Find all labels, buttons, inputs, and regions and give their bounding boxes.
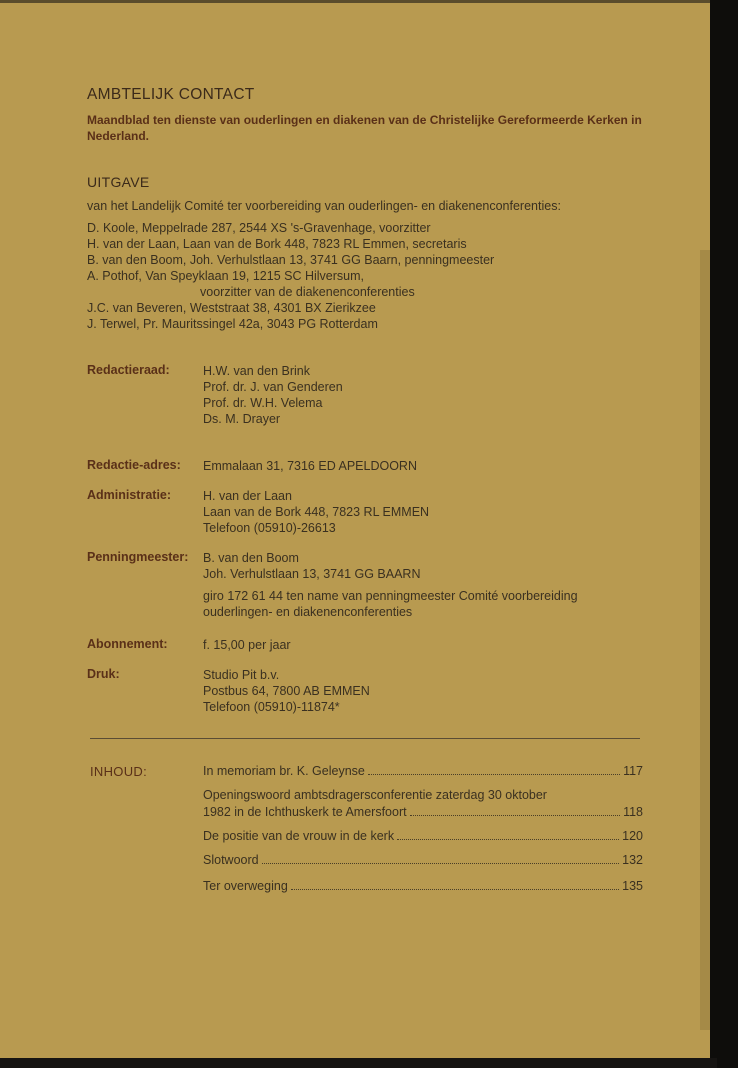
divider <box>90 738 640 739</box>
druk-line: Studio Pit b.v. <box>203 668 280 682</box>
member-line: A. Pothof, Van Speyklaan 19, 1215 SC Hilversum, <box>87 269 365 283</box>
publication-subtitle: Maandblad ten dienste van ouderlingen en diakenen van de Christelijke Gereformeerde Kerken in Nederland. <box>87 113 642 143</box>
binding-shadow <box>710 0 738 1068</box>
administratie-line: Telefoon (05910)-26613 <box>203 521 336 535</box>
redactieraad-line: H.W. van den Brink <box>203 364 310 378</box>
binding-strip <box>700 250 710 1030</box>
administratie-line: H. van der Laan <box>203 489 292 503</box>
druk-label: Druk: <box>87 667 120 681</box>
druk-line: Postbus 64, 7800 AB EMMEN <box>203 684 370 698</box>
toc-entry <box>203 828 643 845</box>
page-bottom-edge <box>0 1058 717 1068</box>
redactieraad-line: Prof. dr. W.H. Velema <box>203 396 323 410</box>
redactieraad-line: Prof. dr. J. van Genderen <box>203 380 343 394</box>
toc-title: De positie van de vrouw in de kerk <box>203 829 395 843</box>
page-top-edge <box>0 0 710 3</box>
uitgave-intro: van het Landelijk Comité ter voorbereiding van ouderlingen- en diakenenconferenties: <box>87 199 561 213</box>
druk-line: Telefoon (05910)-11874* <box>203 700 340 714</box>
toc-title: In memoriam br. K. Geleynse <box>203 764 365 778</box>
toc-page: 118 <box>623 805 643 819</box>
toc-page: 117 <box>623 764 643 778</box>
administratie-label: Administratie: <box>87 488 172 502</box>
toc-title: Ter overweging <box>203 879 288 893</box>
toc-page: 132 <box>622 853 643 867</box>
toc-leader <box>410 815 620 816</box>
publication-title: AMBTELIJK CONTACT <box>87 86 255 103</box>
toc-entry <box>203 878 643 895</box>
toc-leader <box>397 839 619 840</box>
toc-entry <box>203 787 643 821</box>
abonnement-label: Abonnement: <box>87 637 168 651</box>
uitgave-heading: UITGAVE <box>87 174 150 190</box>
abonnement-value: f. 15,00 per jaar <box>203 638 291 652</box>
penningmeester-line: Joh. Verhulstlaan 13, 3741 GG BAARN <box>203 567 421 581</box>
redactie-adres-label: Redactie-adres: <box>87 458 181 472</box>
redactieraad-label: Redactieraad: <box>87 363 170 377</box>
member-line: H. van der Laan, Laan van de Bork 448, 7823 RL Emmen, secretaris <box>87 237 467 251</box>
member-line: D. Koole, Meppelrade 287, 2544 XS 's-Gravenhage, voorzitter <box>87 221 431 235</box>
toc-leader <box>291 889 619 890</box>
toc-leader <box>262 863 620 864</box>
toc-entry <box>203 852 643 869</box>
penningmeester-label: Penningmeester: <box>87 550 189 564</box>
toc-title: 1982 in de Ichthuskerk te Amersfoort <box>203 805 407 819</box>
member-line: J. Terwel, Pr. Mauritssingel 42a, 3043 PG Rotterdam <box>87 317 378 331</box>
redactieraad-line: Ds. M. Drayer <box>203 412 281 426</box>
member-line: B. van den Boom, Joh. Verhulstlaan 13, 3741 GG Baarn, penningmeester <box>87 253 495 267</box>
administratie-line: Laan van de Bork 448, 7823 RL EMMEN <box>203 505 430 519</box>
toc-page: 120 <box>622 829 643 843</box>
toc-page: 135 <box>622 879 643 893</box>
toc-title: Slotwoord <box>203 853 259 867</box>
redactie-adres-value: Emmalaan 31, 7316 ED APELDOORN <box>203 459 417 473</box>
penningmeester-giro: giro 172 61 44 ten name van penningmeester Comité voorbereiding ouderlingen- en diakenenconferenties <box>203 589 578 619</box>
toc-leader <box>368 774 620 775</box>
inhoud-label: INHOUD: <box>90 764 147 779</box>
penningmeester-line: B. van den Boom <box>203 551 299 565</box>
member-line: voorzitter van de diakenenconferenties <box>200 285 415 299</box>
member-line: J.C. van Beveren, Weststraat 38, 4301 BX Zierikzee <box>87 301 376 315</box>
toc-title-line: Openingswoord ambtsdragersconferentie zaterdag 30 oktober <box>203 788 547 802</box>
toc-entry <box>203 763 643 780</box>
